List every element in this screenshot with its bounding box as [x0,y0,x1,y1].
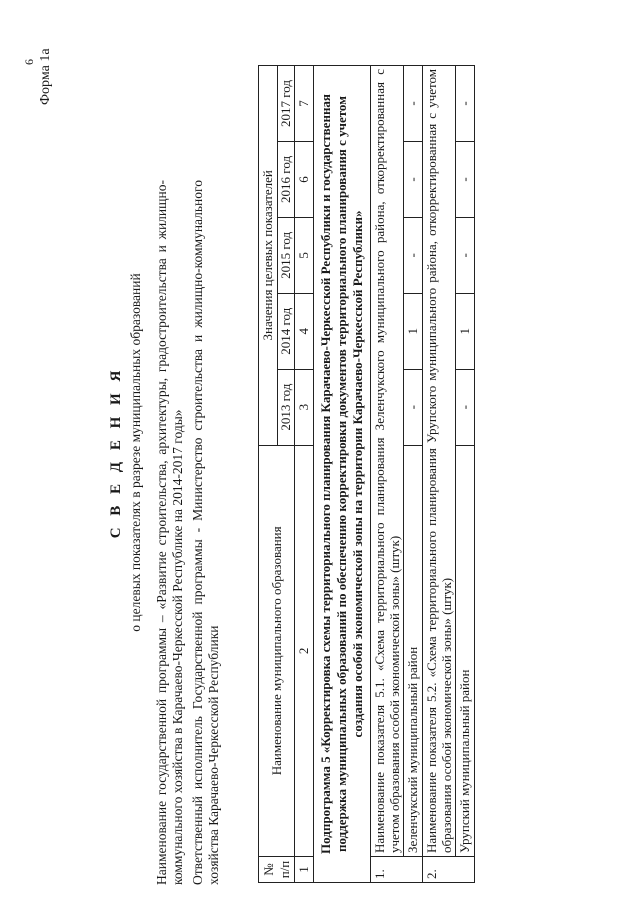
table-row [404,66,423,883]
table-row [456,66,475,883]
year-2015: 2015 год [278,217,295,293]
year-2017: 2017 год [278,66,295,142]
year-2016: 2016 год [278,141,295,217]
document-subtitle: о целевых показателях в разрезе муниципальных образований [128,273,143,632]
subprogram-row [314,66,371,883]
header-name: Наименование муниципального образования [259,445,295,856]
value-cell: 1 [456,293,475,369]
col-number: 4 [295,293,314,369]
district-name: Зеленчукский муниципальный район [404,445,423,856]
col-number: 3 [295,369,314,445]
indicator-number: 2. [423,857,475,883]
document-title: С В Е Д Е Н И Я [108,366,124,539]
indicator-number: 1. [371,857,423,883]
district-name: Урупский муниципальный район [456,445,475,856]
year-2014: 2014 год [278,293,295,369]
value-cell: - [456,66,475,142]
value-cell: - [404,141,423,217]
col-number: 2 [295,445,314,856]
value-cell: - [404,66,423,142]
form-label: Форма 1а [38,48,53,105]
year-2013: 2013 год [278,369,295,445]
table-row [371,66,404,883]
indicator-name: Наименование показателя 5.2. «Схема территориального планирования Урупского муниципального района, откорректированная с учетом образования особой экономической зоны» (штук) [423,66,456,857]
col-number: 1 [295,857,314,883]
indicator-name: Наименование показателя 5.1. «Схема территориального планирования Зеленчукского муниципального района, откорректированная с учетом образования особой экономической зоны» (штук) [371,66,404,857]
value-cell: - [456,141,475,217]
subprogram-title: Подпрограмма 5 «Корректировка схемы территориального планирования Карачаево-Черкесской Республики и государственная поддержка муниципальных образований по обеспечению корректировки документов территориального планирования с учетом создания особой экономической зоны на территории Карачаево-Черкесской Республики» [314,66,371,883]
header-values: Значения целевых показателей [259,66,278,446]
col-number: 7 [295,66,314,142]
responsible-executor: Ответственный исполнитель Государственной программы - Министерство строительства и жилищно-коммунального хозяйства Карачаево-Черкесской Республики [190,180,221,885]
header-row [259,66,278,883]
value-cell: 1 [404,293,423,369]
page-number: 6 [22,59,36,65]
program-name: Наименование государственной программы – «Развитие строительства, архитектуры, градостроительства и жилищно-коммунального хозяйства в Карачаево-Черкесской Республике на 2014-2017 годы» [154,180,185,885]
col-number: 5 [295,217,314,293]
value-cell: - [456,217,475,293]
value-cell: - [456,369,475,445]
header-no: № п/п [259,857,295,883]
col-number: 6 [295,141,314,217]
column-numbers-row [295,66,314,883]
value-cell: - [404,217,423,293]
table-row [423,66,456,883]
value-cell: - [404,369,423,445]
indicators-table [258,65,475,883]
